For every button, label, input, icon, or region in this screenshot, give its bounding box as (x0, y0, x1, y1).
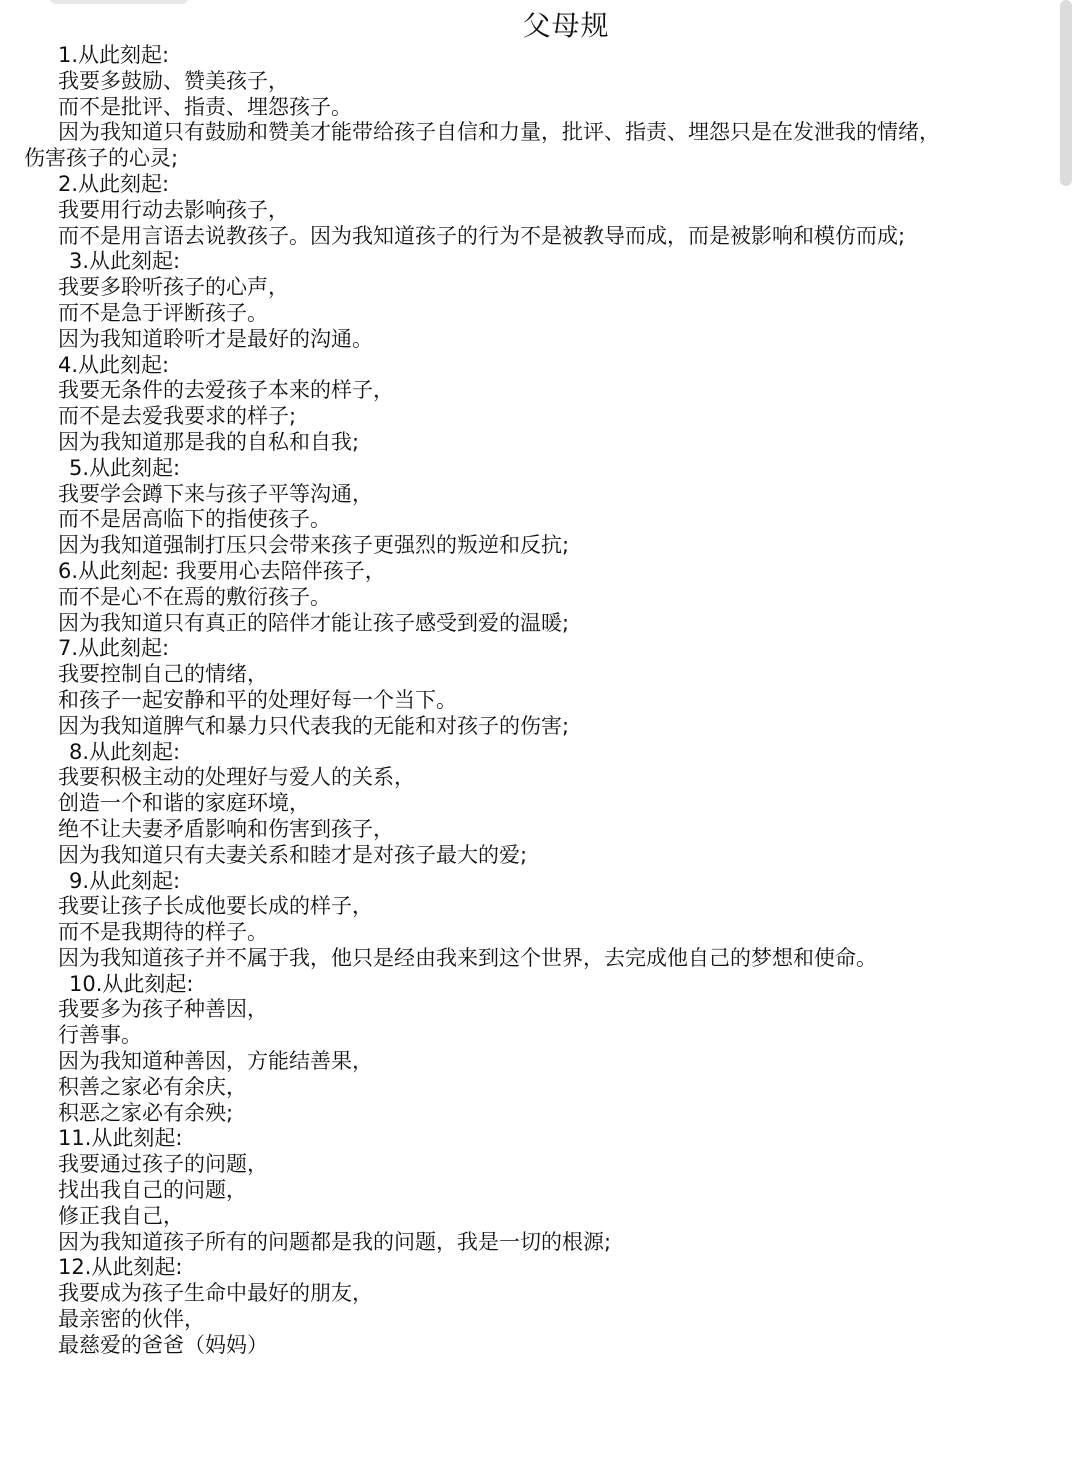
paragraph-line: 我要让孩子长成他要长成的样子， (58, 894, 373, 919)
paragraph-line: 因为我知道只有鼓励和赞美才能带给孩子自信和力量，批评、指责、埋怨只是在发泄我的情绪， (58, 120, 940, 145)
paragraph-line: 和孩子一起安静和平的处理好每一个当下。 (58, 687, 457, 712)
section-heading: 6.从此刻起: 我要用心去陪伴孩子， (58, 558, 386, 583)
section-heading: 4.从此刻起: (58, 352, 170, 377)
paragraph-line: 行善事。 (58, 1023, 142, 1048)
section-heading: 8.从此刻起: (69, 739, 181, 764)
paragraph-line: 我要通过孩子的问题， (58, 1152, 268, 1177)
section-heading: 5.从此刻起: (69, 455, 181, 480)
section-heading: 2.从此刻起: (58, 171, 170, 196)
paragraph-line: 积善之家必有余庆， (58, 1074, 247, 1099)
paragraph-line: 绝不让夫妻矛盾影响和伤害到孩子， (58, 816, 394, 841)
section-heading: 12.从此刻起: (58, 1255, 183, 1280)
section-heading: 11.从此刻起: (58, 1126, 183, 1151)
paragraph-line: 修正我自己， (58, 1203, 184, 1228)
paragraph-line: 因为我知道孩子所有的问题都是我的问题，我是一切的根源; (58, 1229, 612, 1254)
paragraph-line: 创造一个和谐的家庭环境， (58, 791, 310, 816)
paragraph-line: 最亲密的伙伴， (58, 1307, 205, 1332)
section-heading: 10.从此刻起: (69, 971, 194, 996)
paragraph-line: 伤害孩子的心灵; (24, 146, 179, 171)
page-title: 父母规 (522, 9, 610, 42)
section-heading: 9.从此刻起: (69, 868, 181, 893)
paragraph-line: 积恶之家必有余殃; (58, 1100, 234, 1125)
paragraph-line: 因为我知道脾气和暴力只代表我的无能和对孩子的伤害; (58, 713, 570, 738)
document-body (0, 43, 1060, 1359)
paragraph-line: 因为我知道种善因，方能结善果， (58, 1049, 373, 1074)
section-heading: 1.从此刻起: (58, 43, 170, 67)
paragraph-line: 因为我知道那是我的自私和自我; (58, 429, 360, 454)
section-heading: 7.从此刻起: (58, 636, 170, 661)
paragraph-line: 最慈爱的爸爸（妈妈） (58, 1332, 268, 1357)
paragraph-line: 我要多为孩子种善因， (58, 997, 268, 1022)
paragraph-line: 因为我知道只有真正的陪伴才能让孩子感受到爱的温暖; (58, 610, 570, 635)
paragraph-line: 而不是去爱我要求的样子; (58, 404, 297, 429)
paragraph-line: 而不是我期待的样子。 (58, 920, 268, 945)
paragraph-line: 而不是用言语去说教孩子。因为我知道孩子的行为不是被教导而成，而是被影响和模仿而成; (58, 223, 906, 248)
paragraph-line: 因为我知道聆听才是最好的沟通。 (58, 326, 373, 351)
paragraph-line: 我要多聆听孩子的心声， (58, 275, 289, 300)
paragraph-line: 我要控制自己的情绪， (58, 662, 268, 687)
paragraph-line: 我要无条件的去爱孩子本来的样子， (58, 378, 394, 403)
paragraph-line: 而不是急于评断孩子。 (58, 300, 268, 325)
paragraph-line: 我要多鼓励、赞美孩子， (58, 68, 289, 93)
top-tab-handle (48, 0, 190, 4)
paragraph-line: 因为我知道孩子并不属于我，他只是经由我来到这个世界，去完成他自己的梦想和使命。 (58, 945, 877, 970)
paragraph-line: 我要学会蹲下来与孩子平等沟通， (58, 481, 373, 506)
paragraph-line: 我要成为孩子生命中最好的朋友， (58, 1281, 373, 1306)
paragraph-line: 我要积极主动的处理好与爱人的关系， (58, 765, 415, 790)
paragraph-line: 找出我自己的问题， (58, 1178, 247, 1203)
section-heading: 3.从此刻起: (69, 249, 181, 274)
paragraph-line: 而不是心不在焉的敷衍孩子。 (58, 584, 331, 609)
paragraph-line: 因为我知道强制打压只会带来孩子更强烈的叛逆和反抗; (58, 533, 570, 558)
paragraph-line: 我要用行动去影响孩子， (58, 197, 289, 222)
paragraph-line: 因为我知道只有夫妻关系和睦才是对孩子最大的爱; (58, 842, 528, 867)
paragraph-line: 而不是批评、指责、埋怨孩子。 (58, 94, 352, 119)
paragraph-line: 而不是居高临下的指使孩子。 (58, 507, 331, 532)
